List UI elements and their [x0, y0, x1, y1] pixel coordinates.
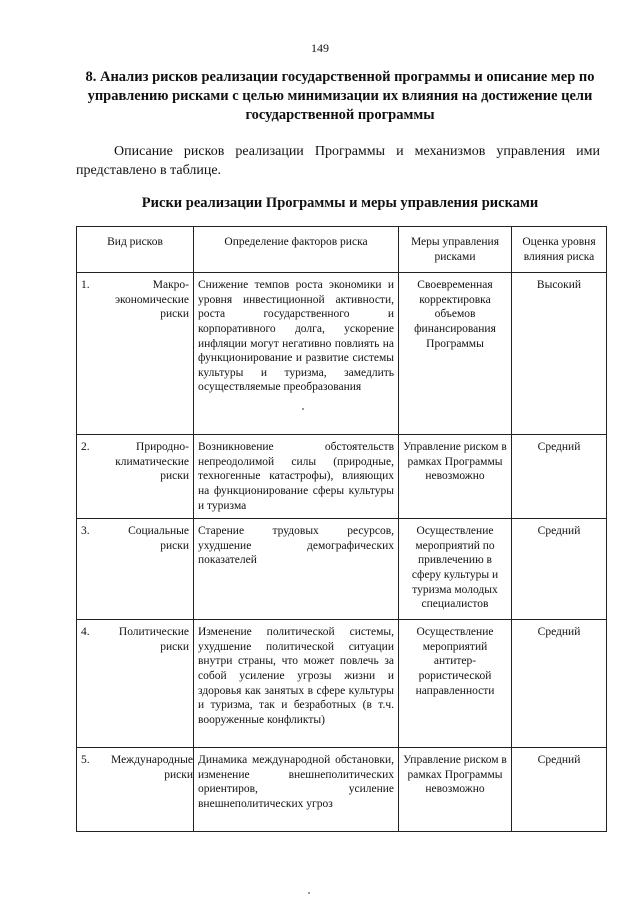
intro-paragraph: Описание рисков реализации Программы и механизмов управления ими представлено в таблице.: [76, 144, 600, 178]
risk-measures-cell: Своевременная корректировка объемов финансирования Программы: [399, 273, 512, 435]
row-number: 4.: [81, 626, 90, 639]
header-risk-measures: Меры управления рисками: [399, 227, 512, 273]
header-risk-level: Оценка уровня влияния риска: [512, 227, 607, 273]
risk-factors-cell: Снижение темпов роста экономики и уровня инвестиционной активности, роста государственного и корпоративного долга, ускорение инфляции могут негативно повлиять на функционирование и развитие системы культуры и туризма, замедлить осуществляемые преобразования: [194, 273, 399, 435]
risk-type-cell: [77, 519, 194, 620]
risk-level-cell: Средний: [512, 435, 607, 519]
risk-type-name: Политические риски: [118, 626, 189, 653]
risk-factors-cell: Динамика международной обстановки, изменение внешнеполитических ориентиров, усиление внешнеполитических угроз: [194, 748, 399, 832]
risk-level-cell: Высокий: [512, 273, 607, 435]
risk-type-name: Макро-экономические риски: [115, 279, 189, 321]
risk-type-cell: [77, 273, 194, 435]
page-number: 149: [311, 41, 329, 55]
row-number: 1.: [81, 279, 90, 292]
risk-type-name: Международные риски: [111, 754, 193, 781]
risk-measures-cell: Осуществление мероприятий по привлечению в сферу культуры и туризма молодых специалистов: [399, 519, 512, 620]
scan-speck: [308, 892, 310, 894]
table-row: [77, 519, 607, 620]
table-caption: Риски реализации Программы и меры управления рисками: [141, 195, 539, 211]
table-row: [77, 435, 607, 519]
risk-level-cell: Средний: [512, 748, 607, 832]
risk-level-cell: Средний: [512, 519, 607, 620]
section-heading: 8. Анализ рисков реализации государственной программы и описание мер по управлению рисками с целью минимизации их влияния на достижение цели государственной программы: [85, 69, 595, 123]
scan-speck: [302, 408, 304, 410]
row-number: 3.: [81, 525, 90, 538]
risk-measures-cell: Управление риском в рамках Программы невозможно: [399, 435, 512, 519]
risk-type-cell: [77, 435, 194, 519]
risk-level-cell: Средний: [512, 620, 607, 748]
risk-type-name: Природно-климатические риски: [115, 441, 189, 483]
table-header-row: [77, 227, 607, 273]
risk-measures-cell: Осуществление мероприятий антитер-рористической направленности: [399, 620, 512, 748]
table-row: [77, 748, 607, 832]
risk-factors-cell: Изменение политической системы, ухудшение политической ситуации внутри страны, что может повлечь за собой усиление угрозы жизни и здоровья как занятых в сфере культуры и туризма, так и безработных (в т.ч. вооруженные конфликты): [194, 620, 399, 748]
row-number: 5.: [81, 754, 90, 767]
table-row: [77, 273, 607, 435]
risk-type-cell: [77, 620, 194, 748]
header-risk-factors: Определение факторов риска: [194, 227, 399, 273]
risk-factors-cell: Старение трудовых ресурсов, ухудшение демографических показателей: [194, 519, 399, 620]
row-number: 2.: [81, 441, 90, 454]
table-row: [77, 620, 607, 748]
risk-table: [76, 226, 607, 832]
risk-measures-cell: Управление риском в рамках Программы невозможно: [399, 748, 512, 832]
risk-type-name: Социальные риски: [128, 525, 189, 552]
risk-type-cell: [77, 748, 194, 832]
header-risk-type: Вид рисков: [77, 227, 194, 273]
risk-factors-cell: Возникновение обстоятельств непреодолимой силы (природные, техногенные катастрофы), влияющих на функционирование сферы культуры и туризма: [194, 435, 399, 519]
